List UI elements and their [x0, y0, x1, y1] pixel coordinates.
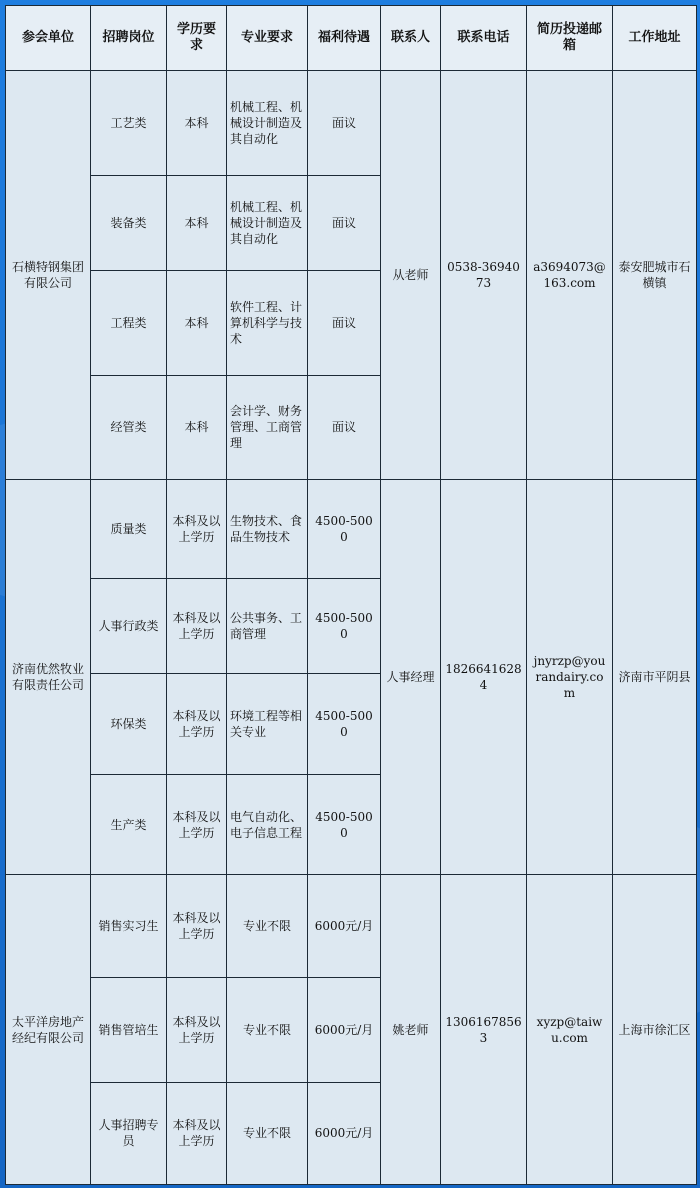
salary: 面议: [308, 375, 381, 479]
major-requirement: 软件工程、计算机科学与技术: [227, 271, 308, 375]
major-requirement: 生物技术、食品生物技术: [227, 479, 308, 578]
resume-email: xyzp@taiwu.com: [527, 875, 613, 1185]
company-name: 太平洋房地产经纪有限公司: [6, 875, 91, 1185]
header-row: [6, 6, 697, 71]
position-title: 质量类: [91, 479, 167, 578]
major-requirement: 公共事务、工商管理: [227, 578, 308, 673]
header-email: 简历投递邮箱: [527, 6, 613, 71]
company-name: 济南优然牧业有限责任公司: [6, 479, 91, 875]
education-requirement: 本科: [167, 271, 227, 375]
header-company: 参会单位: [6, 6, 91, 71]
education-requirement: 本科及以上学历: [167, 875, 227, 977]
header-phone: 联系电话: [441, 6, 527, 71]
work-address: 济南市平阴县: [613, 479, 697, 875]
contact-phone: 0538-3694073: [441, 71, 527, 480]
position-title: 生产类: [91, 775, 167, 875]
position-title: 工程类: [91, 271, 167, 375]
position-title: 人事招聘专员: [91, 1082, 167, 1184]
education-requirement: 本科及以上学历: [167, 775, 227, 875]
header-address: 工作地址: [613, 6, 697, 71]
position-title: 经管类: [91, 375, 167, 479]
header-salary: 福利待遇: [308, 6, 381, 71]
major-requirement: 机械工程、机械设计制造及其自动化: [227, 176, 308, 271]
major-requirement: 机械工程、机械设计制造及其自动化: [227, 71, 308, 176]
salary: 面议: [308, 71, 381, 176]
major-requirement: 电气自动化、电子信息工程: [227, 775, 308, 875]
recruitment-table: [5, 5, 697, 1185]
contact-person: 姚老师: [381, 875, 441, 1185]
header-contact: 联系人: [381, 6, 441, 71]
education-requirement: 本科: [167, 71, 227, 176]
position-title: 销售管培生: [91, 977, 167, 1082]
salary: 面议: [308, 271, 381, 375]
resume-email: jnyrzp@yourandairy.com: [527, 479, 613, 875]
salary: 4500-5000: [308, 674, 381, 775]
education-requirement: 本科及以上学历: [167, 674, 227, 775]
salary: 6000元/月: [308, 875, 381, 977]
major-requirement: 专业不限: [227, 977, 308, 1082]
major-requirement: 专业不限: [227, 1082, 308, 1184]
table-row: [6, 479, 697, 578]
work-address: 泰安肥城市石横镇: [613, 71, 697, 480]
position-title: 销售实习生: [91, 875, 167, 977]
table-row: [6, 71, 697, 176]
salary: 4500-5000: [308, 578, 381, 673]
education-requirement: 本科: [167, 375, 227, 479]
education-requirement: 本科及以上学历: [167, 578, 227, 673]
header-position: 招聘岗位: [91, 6, 167, 71]
contact-person: 从老师: [381, 71, 441, 480]
salary: 4500-5000: [308, 775, 381, 875]
education-requirement: 本科及以上学历: [167, 1082, 227, 1184]
major-requirement: 专业不限: [227, 875, 308, 977]
salary: 6000元/月: [308, 1082, 381, 1184]
major-requirement: 会计学、财务管理、工商管理: [227, 375, 308, 479]
education-requirement: 本科及以上学历: [167, 977, 227, 1082]
position-title: 工艺类: [91, 71, 167, 176]
position-title: 环保类: [91, 674, 167, 775]
salary: 6000元/月: [308, 977, 381, 1082]
work-address: 上海市徐汇区: [613, 875, 697, 1185]
education-requirement: 本科: [167, 176, 227, 271]
resume-email: a3694073@163.com: [527, 71, 613, 480]
header-education: 学历要求: [167, 6, 227, 71]
salary: 4500-5000: [308, 479, 381, 578]
education-requirement: 本科及以上学历: [167, 479, 227, 578]
position-title: 装备类: [91, 176, 167, 271]
contact-phone: 13061678563: [441, 875, 527, 1185]
contact-person: 人事经理: [381, 479, 441, 875]
salary: 面议: [308, 176, 381, 271]
company-name: 石横特钢集团有限公司: [6, 71, 91, 480]
major-requirement: 环境工程等相关专业: [227, 674, 308, 775]
contact-phone: 18266416284: [441, 479, 527, 875]
position-title: 人事行政类: [91, 578, 167, 673]
header-major: 专业要求: [227, 6, 308, 71]
table-row: [6, 875, 697, 977]
